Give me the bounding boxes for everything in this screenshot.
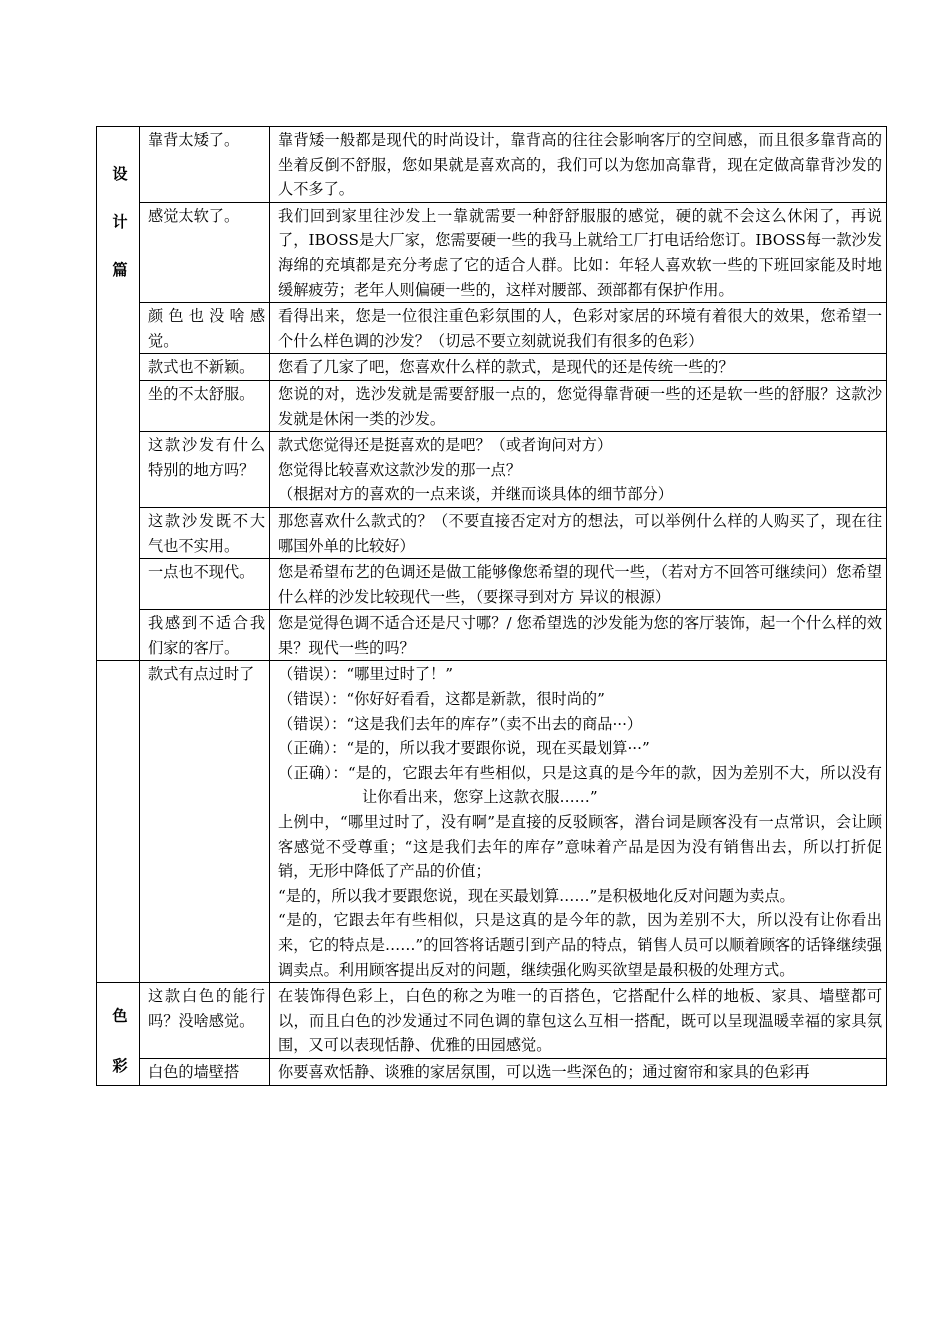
response-cell: 那您喜欢什么款式的？（不要直接否定对方的想法，可以举例什么样的人购买了，现在往哪国外单的比较好） [270, 507, 887, 558]
response-cell: 看得出来，您是一位很注重色彩氛围的人，色彩对家居的环境有着很大的效果，您希望一个什么样色调的沙发？（切忌不要立刻就说我们有很多的色彩） [270, 303, 887, 354]
category-char: 篇 [112, 261, 128, 279]
table-row [97, 559, 887, 610]
table-row [97, 202, 887, 302]
objection-cell: 感觉太软了。 [140, 202, 270, 302]
table-row [97, 432, 887, 508]
category-color-cell [97, 983, 140, 1085]
table-row [97, 380, 887, 431]
table-row [97, 1058, 887, 1085]
example-line: （错误）：“这是我们去年的库存”（卖不出去的商品···） [278, 714, 643, 733]
objection-cell: 款式有点过时了 [140, 661, 270, 983]
analysis-paragraph: 上例中，“哪里过时了，没有啊”是直接的反驳顾客，潜台词是顾客没有一点常识，会让顾客感觉不受尊重；“这是我们去年的库存”意味着产品是因为没有销售出去，所以打折促销，无形中降低了产品的价值； [278, 813, 882, 881]
table-row [97, 303, 887, 354]
response-cell [270, 432, 887, 508]
objection-cell: 款式也不新颖。 [140, 354, 270, 381]
response-cell: 您看了几家了吧，您喜欢什么样的款式，是现代的还是传统一些的？ [270, 354, 887, 381]
response-cell: 您是觉得色调不适合还是尺寸哪？/ 您希望选的沙发能为您的客厅装饰，起一个什么样的效果？现代一些的吗？ [270, 610, 887, 661]
example-line: （正确）：“是的，它跟去年有些相似，只是这真的是今年的款，因为差别不大，所以没有让你看出来，您穿上这款衣服……” [278, 763, 882, 807]
objection-cell: 这款白色的能行吗？没啥感觉。 [140, 983, 270, 1059]
response-cell: 您说的对，选沙发就是需要舒服一点的，您觉得靠背硬一些的还是软一些的舒服？这款沙发就是休闲一类的沙发。 [270, 380, 887, 431]
sales-objection-table [96, 126, 887, 1086]
response-cell [270, 661, 887, 983]
table-row [97, 507, 887, 558]
objection-cell: 靠背太矮了。 [140, 127, 270, 203]
objection-cell: 坐的不太舒服。 [140, 380, 270, 431]
category-char: 彩 [112, 1057, 128, 1076]
example-line: （错误）：“哪里过时了！” [278, 665, 453, 684]
category-char: 设 [112, 165, 128, 183]
objection-cell: 一点也不现代。 [140, 559, 270, 610]
category-char: 色 [112, 1007, 128, 1026]
table-row [97, 661, 887, 983]
response-cell: 在装饰得色彩上，白色的称之为唯一的百搭色，它搭配什么样的地板、家具、墙壁都可以，而且白色的沙发通过不同色调的靠包这么互相一搭配，既可以呈现温暖幸福的家具氛围，又可以表现恬静、优雅的田园感觉。 [270, 983, 887, 1059]
table-row [97, 610, 887, 661]
response-line: （根据对方的喜欢的一点来谈，并继而谈具体的细节部分） [278, 485, 673, 504]
category-empty-cell [97, 661, 140, 983]
objection-cell: 这款沙发有什么特别的地方吗？ [140, 432, 270, 508]
response-line: 款式您觉得还是挺喜欢的是吧？（或者询问对方） [278, 436, 613, 455]
example-line: （错误）：“你好好看看，这都是新款，很时尚的” [278, 690, 605, 709]
analysis-paragraph: “是的，所以我才要跟您说，现在买最划算……”是积极地化反对问题为卖点。 [278, 886, 795, 905]
objection-cell: 白色的墙壁搭 [140, 1058, 270, 1085]
category-design-cell [97, 127, 140, 661]
category-char: 计 [112, 213, 128, 231]
response-cell: 您是希望布艺的色调还是做工能够像您希望的现代一些，（若对方不回答可继续问）您希望什么样的沙发比较现代一些，（要探寻到对方 异议的根源） [270, 559, 887, 610]
table-row [97, 127, 887, 203]
response-line: 您觉得比较喜欢这款沙发的那一点？ [278, 460, 521, 479]
objection-cell: 颜色也没啥感觉。 [140, 303, 270, 354]
table-row [97, 983, 887, 1059]
objection-cell: 这款沙发既不大气也不实用。 [140, 507, 270, 558]
response-cell: 你要喜欢恬静、谈雅的家居氛围，可以选一些深色的；通过窗帘和家具的色彩再 [270, 1058, 887, 1085]
response-cell: 靠背矮一般都是现代的时尚设计，靠背高的往往会影响客厅的空间感，而且很多靠背高的坐着反倒不舒服，您如果就是喜欢高的，我们可以为您加高靠背，现在定做高靠背沙发的人不多了。 [270, 127, 887, 203]
example-line: （正确）：“是的，所以我才要跟你说，现在买最划算···” [278, 739, 650, 758]
objection-cell: 我感到不适合我们家的客厅。 [140, 610, 270, 661]
table-row [97, 354, 887, 381]
analysis-paragraph: “是的，它跟去年有些相似，只是这真的是今年的款，因为差别不大，所以没有让你看出来，它的特点是……”的回答将话题引到产品的特点，销售人员可以顺着顾客的话锋继续强调卖点。利用顾客提出反对的问题，继续强化购买欲望是最积极的处理方式。 [278, 911, 882, 979]
response-cell: 我们回到家里往沙发上一靠就需要一种舒舒服服的感觉，硬的就不会这么休闲了，再说了，IBOSS是大厂家，您需要硬一些的我马上就给工厂打电话给您订。IBOSS每一款沙发海绵的充填都是充分考虑了它的适合人群。比如：年轻人喜欢软一些的下班回家能及时地缓解疲劳；老年人则偏硬一些的，这样对腰部、颈部都有保护作用。 [270, 202, 887, 302]
